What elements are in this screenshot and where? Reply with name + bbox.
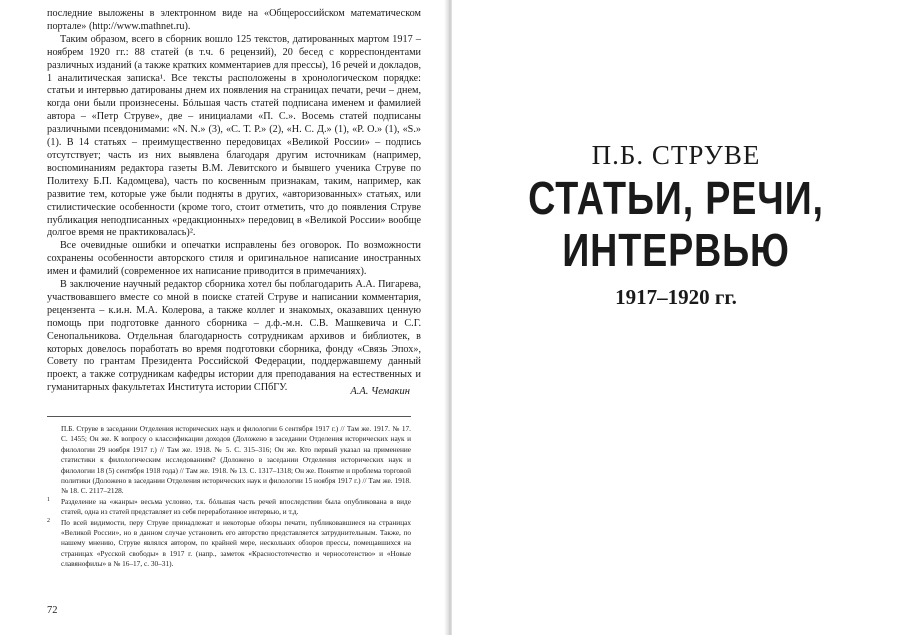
paragraph: В заключение научный редактор сборника хотел бы поблагодарить А.А. Пигарева, участвовавшего вместе со мной в поиске статей Струве и написании комментария, рецензента – к.и.н. М.А. Колерова, а также коллег и знакомых, оказавших ценную помощь при подготовке данного сборника – д.ф.-м.н. С.В. Машкевича и С.Г. Сенопальникова. Отдельная благодарность сотрудникам архивов и библиотек, в которых довелось поработать во время подготовки сборника, фонду «Связь Эпох», Совету по грантам Президента Российской Федерации, поддержавшему данный проект, а также сотрудникам кафедры истории для преподавания на естественных и гуманитарных факультетах Института истории СПбГУ. [47, 279, 421, 394]
footnote [47, 518, 411, 570]
right-page [452, 0, 900, 635]
paragraph: Таким образом, всего в сборник вошло 125 текстов, датированных мартом 1917 – ноябрем 1920 гг.: 88 статей (в т.ч. 6 рецензий), 20 бесед с корреспондентами различных изданий (а также кратких комментариев для прессы), 16 речей и докладов, 1 аналитическая записка¹. Все тексты расположены в хронологическом порядке: статьи и интервью датированы днем их появления на страницах печати, речи – днем, когда они были произнесены. Бóльшая часть статей подписана именем и фамилией автора – «Петр Струве», две – инициалами «П. С.». Восемь статей подписаны различными псевдонимами: «N. N.» (3), «С. Т. Р.» (2), «Н. С. Д.» (1), «Р. О.» (1), «S.» (1). В 14 статьях – преимущественно передовицах «Великой России» – подпись отсутствует; часть из них выявлена благодаря другим источникам (например, воспоминаниям редактора газеты В.М. Левитского и бывшего ученика Струве по Политеху Б.П. Кадомцева), часть по косвенным признакам, таким, например, как развитие тем, которые уже были подняты в других, «авторизованных» статьях, или стилистические особенности (кроме того, стоит отметить, что до появления Струве публикация неподписанных «редакционных» передовиц в «Великой России» вообще долгое время не практиковалась)². [47, 33, 421, 239]
footnote-number: 2 [47, 517, 50, 524]
footnote-text: П.Б. Струве в заседании Отделения исторических наук и филологии 6 сентября 1917 г.) // Там же. 1917. № 17. С. 1455; Он же. К вопросу о классификации доходов (Доложено в заседании Отделения исторических наук и филологии 29 ноября 1917 г.) // Там же. 1918. № 5. С. 315–316; Он же. Кто первый указал на применение статистики к филологическим исследованиям? (Доложено в заседании Отделения исторических наук и филологии 18 (5) сентября 1918 года) // Там же. 1918. № 13. С. 1317–1318; Он же. Понятие и проблема торговой политики (Доложено в заседании Отделения исторических наук и филологии 15 ноября 1917 г.) // Там же. 1918. № 18. С. 2117–2128. [61, 424, 411, 496]
footnote-number: 1 [47, 496, 50, 503]
signature: А.А. Чемакин [350, 386, 410, 397]
main-text [47, 8, 421, 395]
left-page [0, 0, 448, 635]
paragraph: последние выложены в электронном виде на «Общероссийском математическом портале» (http://www.mathnet.ru). [47, 8, 421, 32]
book-title [492, 172, 859, 276]
author-name: П.Б. СТРУВЕ [591, 140, 761, 170]
footnote-text: По всей видимости, перу Струве принадлежат и некоторые обзоры печати, публиковавшиеся на страницах «Великой России», но в данном случае установить его авторство представляется затруднительным. Также, по нашему мнению, Струве являлся автором, по крайней мере, нескольких обзоров прессы, помещавшихся на страницах «Русской свободы» в 1917 г. (напр., заметок «Красностотечество и черносотенство» и «Новые славянофилы» в № 16–17, с. 30–31). [61, 517, 411, 569]
footnote-text: Разделение на «жанры» весьма условно, т.к. бóльшая часть речей впоследствии была опубликована в виде статей, одна из статей представляет из себя переработанное интервью, и т.д. [61, 496, 411, 517]
page-number: 72 [47, 605, 58, 616]
footnote [47, 497, 411, 518]
footnote-divider [47, 416, 411, 417]
title-line: СТАТЬИ, РЕЧИ, [528, 172, 824, 224]
footnote [47, 424, 411, 497]
year-range: 1917–1920 гг. [615, 285, 737, 309]
paragraph: Все очевидные ошибки и опечатки исправлены без оговорок. По возможности сохранены особенности авторского стиля и оригинальное написание иностранных имен и фамилий (современное их написание приводится в примечаниях). [47, 240, 421, 278]
footnotes [47, 424, 411, 570]
title-line: ИНТЕРВЬЮ [562, 224, 790, 276]
